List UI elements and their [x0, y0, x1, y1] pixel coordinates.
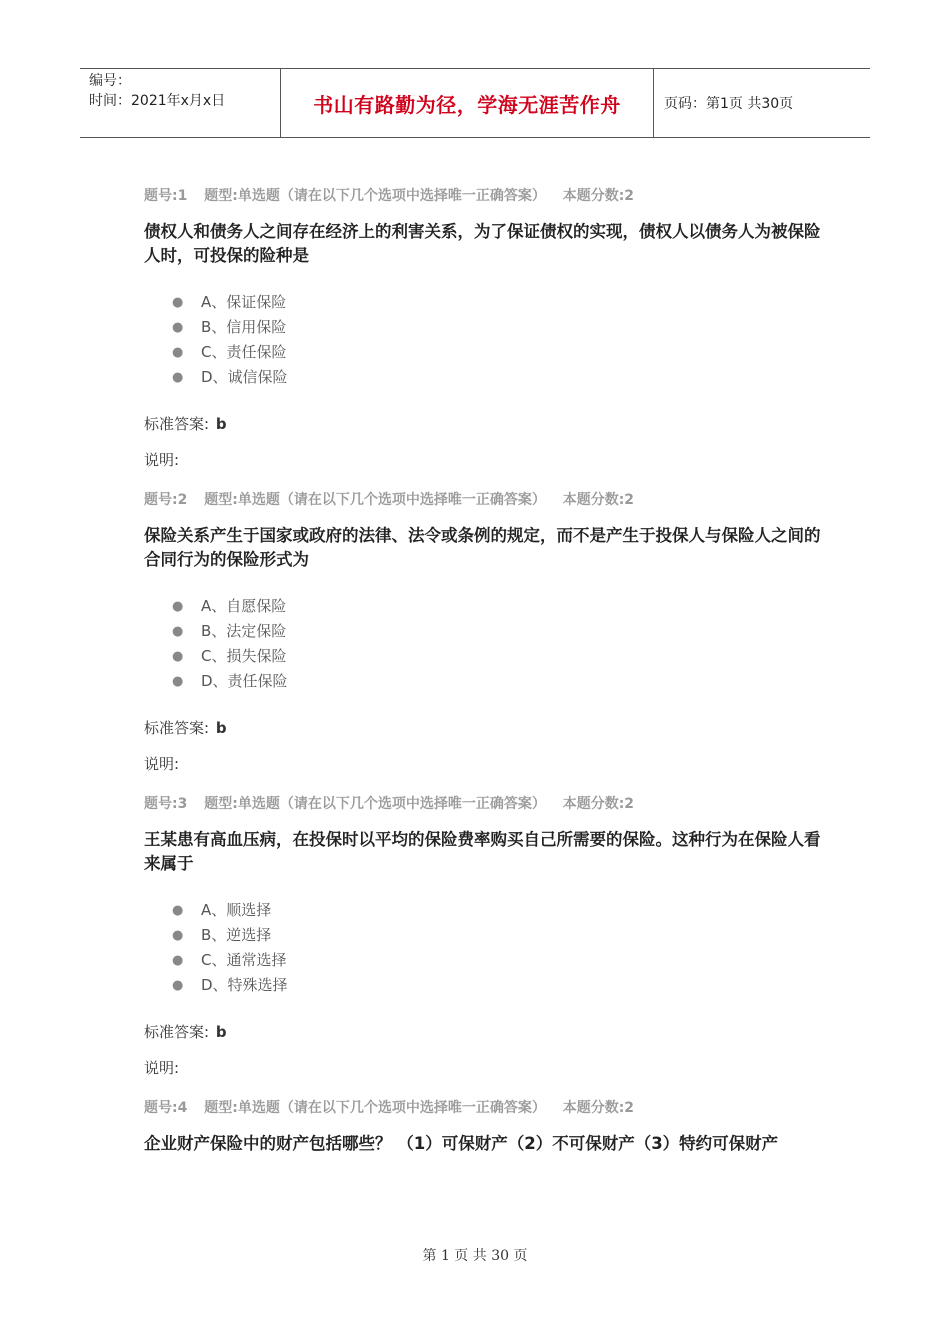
question-text: 保险关系产生于国家或政府的法律、法令或条例的规定，而不是产生于投保人与保险人之间的合同行为的保险形式为 [144, 526, 821, 569]
question-text: 王某患有高血压病，在投保时以平均的保险费率购买自己所需要的保险。这种行为在保险人看来属于 [144, 830, 821, 873]
option-c[interactable] [144, 644, 824, 669]
explanation: 说明: [144, 451, 180, 469]
standard-answer [144, 716, 824, 740]
option-label: C、损失保险 [201, 647, 287, 665]
question-type: 题型:单选题（请在以下几个选项中选择唯一正确答案） [204, 796, 546, 812]
answer-label: 标准答案: [144, 415, 210, 433]
option-label: B、法定保险 [201, 622, 287, 640]
bullet-icon: ● [172, 599, 184, 614]
question-number: 题号:2 [144, 492, 188, 508]
answer-value: b [215, 415, 227, 433]
bullet-icon: ● [172, 370, 184, 385]
question-meta [144, 1094, 824, 1122]
bullet-icon: ● [172, 953, 184, 968]
bullet-icon: ● [172, 903, 184, 918]
bullet-icon: ● [172, 928, 184, 943]
option-label: B、信用保险 [201, 318, 287, 336]
bullet-icon: ● [172, 674, 184, 689]
bullet-icon: ● [172, 649, 184, 664]
standard-answer [144, 1020, 824, 1044]
answer-value: b [215, 719, 227, 737]
question-number: 题号:3 [144, 796, 188, 812]
option-b[interactable] [144, 619, 824, 644]
page-info: 页码：第1页 共30页 [664, 96, 794, 112]
option-list [144, 594, 824, 694]
question-score: 本题分数:2 [562, 1100, 635, 1116]
date-label: 时间：2021年x月x日 [89, 93, 226, 109]
option-label: A、自愿保险 [201, 597, 287, 615]
question-score: 本题分数:2 [562, 796, 635, 812]
option-label: C、责任保险 [201, 343, 287, 361]
question-score: 本题分数:2 [562, 492, 635, 508]
question-text: 企业财产保险中的财产包括哪些？ （1）可保财产（2）不可保财产（3）特约可保财产 [144, 1134, 779, 1153]
question-meta [144, 182, 824, 210]
question-meta [144, 790, 824, 818]
question-type: 题型:单选题（请在以下几个选项中选择唯一正确答案） [204, 1100, 546, 1116]
answer-label: 标准答案: [144, 1023, 210, 1041]
header-table [80, 68, 870, 138]
option-label: C、通常选择 [201, 951, 287, 969]
question-text: 债权人和债务人之间存在经济上的利害关系，为了保证债权的实现，债权人以债务人为被保险人时，可投保的险种是 [144, 222, 821, 265]
option-d[interactable] [144, 973, 824, 998]
question-1 [144, 182, 824, 472]
option-label: D、特殊选择 [201, 976, 288, 994]
option-a[interactable] [144, 898, 824, 923]
answer-value: b [215, 1023, 227, 1041]
question-2 [144, 486, 824, 776]
bullet-icon: ● [172, 320, 184, 335]
question-list [144, 182, 824, 1156]
option-list [144, 898, 824, 998]
explanation: 说明: [144, 755, 180, 773]
question-number: 题号:1 [144, 188, 188, 204]
option-c[interactable] [144, 340, 824, 365]
option-a[interactable] [144, 290, 824, 315]
option-c[interactable] [144, 948, 824, 973]
motto-text: 书山有路勤为径，学海无涯苦作舟 [313, 92, 621, 117]
header-motto-cell [281, 69, 654, 137]
option-b[interactable] [144, 923, 824, 948]
question-3 [144, 790, 824, 1080]
answer-label: 标准答案: [144, 719, 210, 737]
question-4 [144, 1094, 824, 1156]
option-label: A、保证保险 [201, 293, 287, 311]
page-footer: 第 1 页 共 30 页 [422, 1248, 528, 1264]
question-type: 题型:单选题（请在以下几个选项中选择唯一正确答案） [204, 188, 546, 204]
number-label: 编号： [89, 73, 131, 89]
header-left-cell [80, 69, 281, 137]
standard-answer [144, 412, 824, 436]
option-label: A、顺选择 [201, 901, 272, 919]
question-meta [144, 486, 824, 514]
bullet-icon: ● [172, 345, 184, 360]
option-label: B、逆选择 [201, 926, 272, 944]
option-label: D、责任保险 [201, 672, 288, 690]
option-label: D、诚信保险 [201, 368, 288, 386]
option-d[interactable] [144, 365, 824, 390]
question-number: 题号:4 [144, 1100, 188, 1116]
explanation: 说明: [144, 1059, 180, 1077]
option-d[interactable] [144, 669, 824, 694]
bullet-icon: ● [172, 978, 184, 993]
option-b[interactable] [144, 315, 824, 340]
option-list [144, 290, 824, 390]
question-type: 题型:单选题（请在以下几个选项中选择唯一正确答案） [204, 492, 546, 508]
header-page-cell [654, 69, 870, 137]
option-a[interactable] [144, 594, 824, 619]
bullet-icon: ● [172, 295, 184, 310]
bullet-icon: ● [172, 624, 184, 639]
question-score: 本题分数:2 [562, 188, 635, 204]
